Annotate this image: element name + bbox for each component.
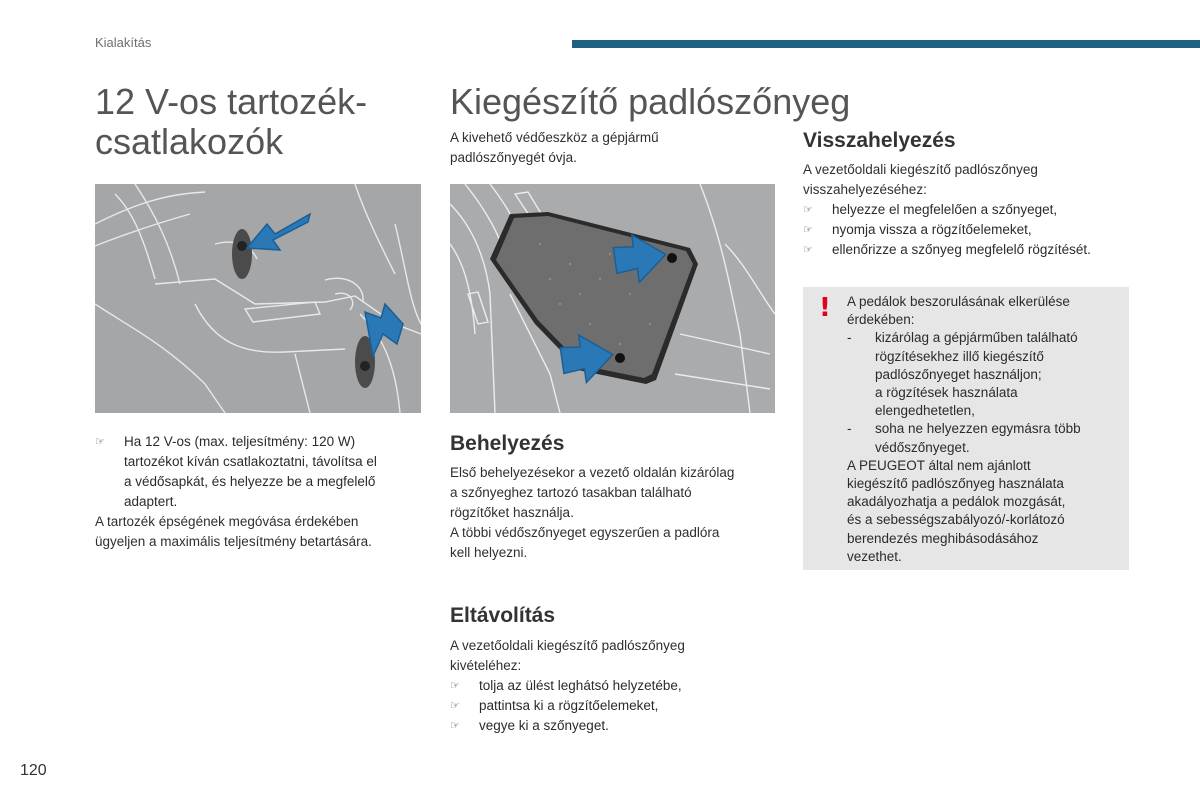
- insert-line-3: rögzítőket használja.: [450, 505, 574, 520]
- hand-pointer-icon: ☞: [803, 224, 813, 236]
- socket-bullet-item: [95, 432, 430, 512]
- socket-bullet-line-2: tartozékot kíván csatlakoztatni, távolítsa el: [124, 454, 377, 469]
- list-item: [450, 676, 785, 696]
- warning-sub2-line-1: soha ne helyezzen egymásra több: [875, 421, 1081, 437]
- socket-title-line-2: csatlakozók: [95, 121, 284, 162]
- remove-heading: Eltávolítás: [450, 604, 556, 627]
- replace-text: [803, 160, 1148, 260]
- mat-intro-line-2: padlószőnyegét óvja.: [450, 150, 577, 165]
- warning-closing-line-6: vezethet.: [847, 548, 902, 564]
- dash-marker: -: [847, 421, 852, 437]
- warning-sub1-line-4: a rögzítések használata: [875, 385, 1018, 401]
- warning-sub1-line-2: rögzítésekhez illő kiegészítő: [875, 348, 1044, 364]
- list-item: [803, 220, 1148, 240]
- dash-marker: -: [847, 330, 852, 346]
- replace-step-3: ellenőrizze a szőnyeg megfelelő rögzítését.: [832, 242, 1091, 257]
- remove-steps-list: [450, 676, 785, 736]
- list-item: [450, 696, 785, 716]
- warning-sub-item-2: [847, 420, 1137, 456]
- warning-sub2-line-2: védőszőnyeget.: [875, 439, 970, 455]
- hand-pointer-icon: ☞: [450, 680, 460, 692]
- section-label: Kialakítás: [95, 35, 152, 50]
- mat-intro-line-1: A kivehető védőeszköz a gépjármű: [450, 130, 659, 145]
- remove-step-1: tolja az ülést leghátsó helyzetébe,: [479, 678, 682, 693]
- insert-text: [450, 463, 785, 563]
- socket-note-line-2: ügyeljen a maximális teljesítmény betartására.: [95, 534, 372, 549]
- socket-note-line-1: A tartozék épségének megóvása érdekében: [95, 514, 359, 529]
- replace-steps-list: [803, 200, 1148, 260]
- list-item: [450, 716, 785, 736]
- socket-bullet-line-3: a védősapkát, és helyezze be a megfelelő: [124, 474, 376, 489]
- replace-heading: Visszahelyezés: [803, 129, 956, 152]
- warning-closing-line-3: akadályozhatja a pedálok mozgását,: [847, 494, 1066, 510]
- hand-pointer-icon: ☞: [803, 204, 813, 216]
- remove-intro-line-2: kivételéhez:: [450, 658, 522, 673]
- replace-step-2: nyomja vissza a rögzítőelemeket,: [832, 222, 1032, 237]
- list-item: [803, 240, 1148, 260]
- page-number: 120: [20, 762, 47, 779]
- mat-intro: [450, 128, 770, 168]
- insert-line-1: Első behelyezésekor a vezető oldalán kizárólag: [450, 465, 735, 480]
- remove-step-3: vegye ki a szőnyeget.: [479, 718, 609, 733]
- warning-intro-line-2: érdekében:: [847, 312, 915, 328]
- insert-line-4: A többi védőszőnyeget egyszerűen a padlóra: [450, 525, 720, 540]
- warning-sub1-line-3: padlószőnyeget használjon;: [875, 366, 1042, 382]
- socket-bullet-line-1: Ha 12 V-os (max. teljesítmény: 120 W): [124, 434, 356, 449]
- warning-sub1-line-5: elengedhetetlen,: [875, 403, 975, 419]
- socket-title: [95, 82, 425, 162]
- warning-sub-item-1: [847, 329, 1137, 420]
- warning-icon: !: [819, 293, 831, 323]
- socket-title-line-1: 12 V-os tartozék-: [95, 81, 368, 122]
- remove-text: [450, 636, 785, 736]
- socket-bullet-line-4: adaptert.: [124, 494, 178, 509]
- insert-line-5: kell helyezni.: [450, 545, 528, 560]
- warning-closing-line-4: és a sebességszabályozó/-korlátozó: [847, 512, 1065, 528]
- warning-closing-line-2: kiegészítő padlószőnyeg használata: [847, 476, 1064, 492]
- hand-pointer-icon: ☞: [95, 436, 105, 448]
- list-item: [803, 200, 1148, 220]
- warning-closing-line-5: berendezés meghibásodásához: [847, 530, 1039, 546]
- remove-intro-line-1: A vezetőoldali kiegészítő padlószőnyeg: [450, 638, 685, 653]
- hand-pointer-icon: ☞: [450, 720, 460, 732]
- hand-pointer-icon: ☞: [450, 700, 460, 712]
- header-accent-bar: [572, 40, 1200, 48]
- mat-title: Kiegészítő padlószőnyeg: [450, 81, 851, 122]
- remove-step-2: pattintsa ki a rögzítőelemeket,: [479, 698, 659, 713]
- socket-illustration: [95, 184, 421, 413]
- warning-closing-line-1: A PEUGEOT által nem ajánlott: [847, 457, 1031, 473]
- floor-mat-illustration: [450, 184, 775, 413]
- socket-instructions: [95, 432, 430, 552]
- replace-intro-line-1: A vezetőoldali kiegészítő padlószőnyeg: [803, 162, 1038, 177]
- warning-text: [847, 293, 1137, 566]
- warning-box: [803, 287, 1129, 570]
- warning-sub1-line-1: kizárólag a gépjárműben található: [875, 330, 1078, 346]
- replace-step-1: helyezze el megfelelően a szőnyeget,: [832, 202, 1058, 217]
- socket-bullet-list: [95, 432, 430, 512]
- floor-mat-drawing: [450, 184, 775, 413]
- insert-heading: Behelyezés: [450, 432, 565, 455]
- warning-intro-line-1: A pedálok beszorulásának elkerülése: [847, 294, 1070, 309]
- hand-pointer-icon: ☞: [803, 244, 813, 256]
- insert-line-2: a szőnyeghez tartozó tasakban található: [450, 485, 692, 500]
- replace-intro-line-2: visszahelyezéséhez:: [803, 182, 927, 197]
- center-console-drawing: [95, 184, 421, 413]
